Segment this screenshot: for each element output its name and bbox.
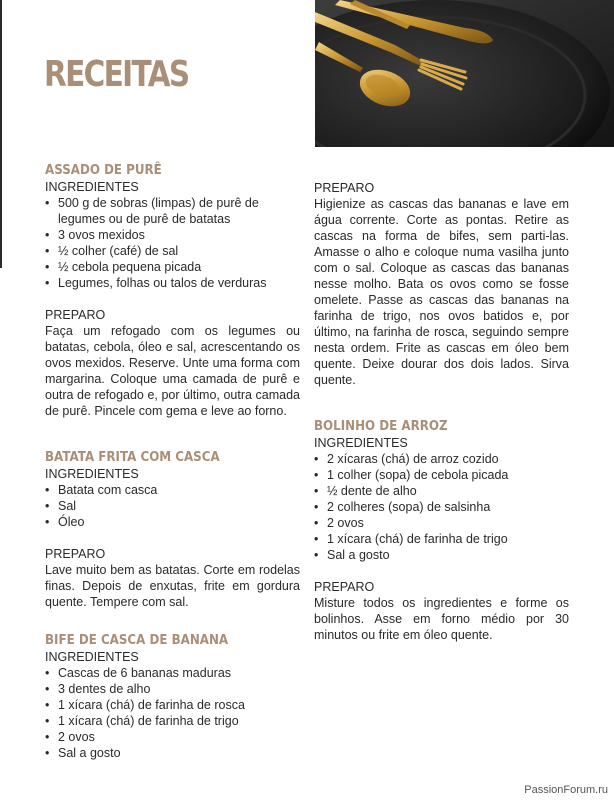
- list-item: • Sal a gosto: [314, 547, 569, 563]
- list-item: • 2 ovos: [314, 515, 569, 531]
- prep-text: Misture todos os ingredientes e forme os bolinhos. Asse em forno médio por 30 minutos ou frite em óleo quente.: [314, 596, 569, 642]
- list-item: • 1 xícara (chá) de farinha de trigo: [45, 713, 300, 729]
- list-item: • 500 g de sobras (limpas) de purê de legumes ou de purê de batatas: [45, 195, 300, 227]
- recipe-assado-de-pure: [45, 162, 300, 419]
- recipe-bife-prep: [314, 180, 569, 388]
- ingredients-label: INGREDIENTES: [45, 467, 139, 481]
- list-item: • 1 xícara (chá) de farinha de trigo: [314, 531, 569, 547]
- ingredients-label: INGREDIENTES: [314, 436, 408, 450]
- list-item: • ½ dente de alho: [314, 483, 569, 499]
- watermark: PassionForum.ru: [524, 784, 608, 796]
- list-item: • 2 xícaras (chá) de arroz cozido: [314, 451, 569, 467]
- list-item: • 3 ovos mexidos: [45, 227, 300, 243]
- list-item: • Legumes, folhas ou talos de verduras: [45, 275, 300, 291]
- list-item: • 3 dentes de alho: [45, 681, 300, 697]
- prep-text: Faça um refogado com os legumes ou batatas, cebola, óleo e sal, acrescentando os ovos mexidos. Reserve. Unte uma forma com margarina. Coloque uma camada de purê e outra de refogado e, por último, outra camada de purê. Pincele com gema e leve ao forno.: [45, 324, 300, 418]
- recipe-title: ASSADO DE PURÊ: [45, 162, 162, 178]
- list-item: • Sal: [45, 498, 300, 514]
- prep-text: Higienize as cascas das bananas e lave em água corrente. Corte as pontas. Retire as cascas na forma de bifes, sem parti-las. Amasse o alho e coloque numa vasilha junto com o sal. Coloque as cascas das bananas nesse molho. Bata os ovos como se fosse omelete. Passe as cascas das bananas na farinha de trigo, nos ovos batidos e, por último, na farinha de rosca, seguindo sempre nesta ordem. Frite as cascas em óleo bem quente. Deixe dourar dos dois lados. Sirva quente.: [314, 197, 569, 387]
- list-item: • 1 colher (sopa) de cebola picada: [314, 467, 569, 483]
- prep-text: Lave muito bem as batatas. Corte em rodelas finas. Depois de enxutas, frite em gordura quente. Tempere com sal.: [45, 563, 300, 609]
- list-item: • 1 xícara (chá) de farinha de rosca: [45, 697, 300, 713]
- recipe-title: BIFE DE CASCA DE BANANA: [45, 632, 229, 648]
- list-item: • ½ cebola pequena picada: [45, 259, 300, 275]
- recipe-title: BATATA FRITA COM CASCA: [45, 449, 220, 465]
- list-item: • ½ colher (café) de sal: [45, 243, 300, 259]
- page-edge-bar: [0, 0, 2, 268]
- recipe-bife-de-casca-de-banana: [45, 632, 300, 761]
- list-item: • Óleo: [45, 514, 300, 530]
- right-column: [314, 180, 569, 643]
- list-item: • Sal a gosto: [45, 745, 300, 761]
- recipe-bolinho-de-arroz: [314, 418, 569, 643]
- list-item: • 2 ovos: [45, 729, 300, 745]
- ingredients-label: INGREDIENTES: [45, 180, 139, 194]
- list-item: • 2 colheres (sopa) de salsinha: [314, 499, 569, 515]
- left-column: [45, 162, 300, 761]
- ingredients-list: [45, 195, 300, 291]
- prep-label: PREPARO: [45, 308, 106, 322]
- list-item: • Batata com casca: [45, 482, 300, 498]
- cutlery-photo: [315, 0, 614, 147]
- ingredients-list: [314, 451, 569, 563]
- prep-label: PREPARO: [314, 580, 375, 594]
- prep-label: PREPARO: [314, 181, 375, 195]
- ingredients-label: INGREDIENTES: [45, 650, 139, 664]
- ingredients-list: [45, 665, 300, 761]
- list-item: • Cascas de 6 bananas maduras: [45, 665, 300, 681]
- recipe-title: BOLINHO DE ARROZ: [314, 418, 448, 434]
- recipe-batata-frita: [45, 449, 300, 610]
- ingredients-list: [45, 482, 300, 530]
- prep-label: PREPARO: [45, 547, 106, 561]
- page-title: RECEITAS: [44, 54, 189, 95]
